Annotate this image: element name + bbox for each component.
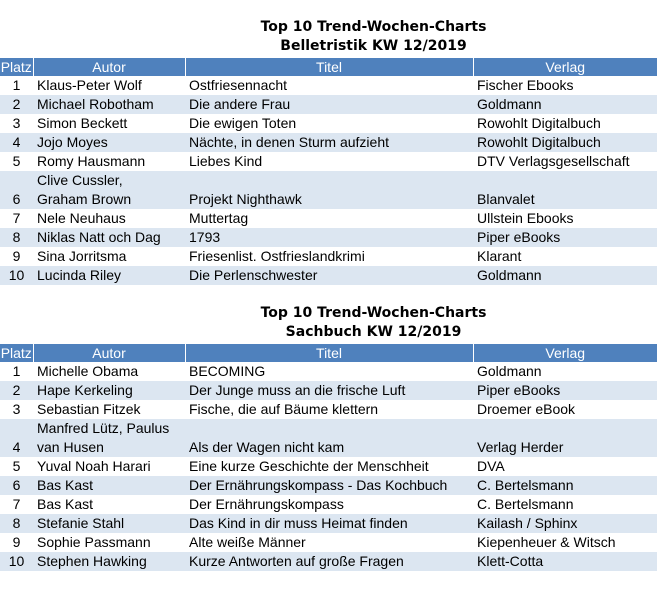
cell-verlag: C. Bertelsmann xyxy=(473,476,657,495)
title-line-1: Top 10 Trend-Wochen-Charts xyxy=(260,19,487,35)
cell-titel: Fische, die auf Bäume klettern xyxy=(189,401,379,417)
table-header-row xyxy=(0,344,657,362)
cell-titel: Das Kind in dir muss Heimat finden xyxy=(185,514,473,533)
table-row xyxy=(0,209,657,228)
header-autor: Autor xyxy=(33,344,185,362)
cell-verlag: Klarant xyxy=(477,248,522,264)
cell-platz: 5 xyxy=(12,458,21,474)
cell-platz: 8 xyxy=(0,228,33,247)
autor-line-1: Clive Cussler, xyxy=(37,172,123,188)
title-line-2: Belletristik KW 12/2019 xyxy=(280,38,467,54)
cell-titel: Projekt Nighthawk xyxy=(185,171,473,209)
cell-verlag: Blanvalet xyxy=(473,171,657,209)
autor-line-1: Manfred Lütz, Paulus xyxy=(37,420,170,436)
header-verlag: Verlag xyxy=(473,344,657,362)
cell-titel: Die andere Frau xyxy=(185,95,473,114)
title-line-2: Sachbuch KW 12/2019 xyxy=(285,324,462,340)
cell-verlag: Fischer Ebooks xyxy=(477,77,574,93)
table-row xyxy=(0,362,657,381)
cell-titel: Nächte, in denen Sturm aufzieht xyxy=(185,133,473,152)
table-row xyxy=(0,114,657,133)
cell-platz: 6 xyxy=(0,171,33,209)
cell-autor: Jojo Moyes xyxy=(33,133,185,152)
cell-platz: 4 xyxy=(0,419,33,457)
table-row xyxy=(0,133,657,152)
cell-verlag: DVA xyxy=(477,458,505,474)
cell-titel: Die ewigen Toten xyxy=(189,115,297,131)
cell-platz: 1 xyxy=(12,363,21,379)
belletristik-title xyxy=(0,18,657,56)
table-row xyxy=(0,400,657,419)
cell-titel: Ostfriesennacht xyxy=(189,77,288,93)
cell-autor: Stephen Hawking xyxy=(33,552,185,571)
cell-autor: Bas Kast xyxy=(33,476,185,495)
cell-platz: 9 xyxy=(12,534,21,550)
cell-autor: Lucinda Riley xyxy=(33,266,185,285)
cell-platz: 2 xyxy=(0,95,33,114)
cell-titel: Die Perlenschwester xyxy=(185,266,473,285)
cell-platz: 9 xyxy=(12,248,21,264)
cell-autor: Stefanie Stahl xyxy=(33,514,185,533)
cell-verlag: Goldmann xyxy=(473,266,657,285)
cell-verlag: Verlag Herder xyxy=(473,419,657,457)
cell-titel: Der Ernährungskompass xyxy=(189,496,344,512)
cell-autor: Michelle Obama xyxy=(37,363,139,379)
cell-autor: Michael Robotham xyxy=(33,95,185,114)
cell-verlag: Klett-Cotta xyxy=(473,552,657,571)
belletristik-table xyxy=(0,58,657,285)
table-row xyxy=(0,495,657,514)
cell-platz: 7 xyxy=(12,496,21,512)
cell-verlag: DTV Verlagsgesellschaft xyxy=(477,153,630,169)
cell-platz: 6 xyxy=(0,476,33,495)
autor-line-2: Graham Brown xyxy=(37,191,132,207)
cell-verlag: Goldmann xyxy=(473,95,657,114)
table-row xyxy=(0,266,657,285)
table-row xyxy=(0,76,657,95)
cell-titel: Der Junge muss an die frische Luft xyxy=(185,381,473,400)
header-verlag: Verlag xyxy=(473,58,657,76)
table-row xyxy=(0,95,657,114)
cell-titel: 1793 xyxy=(185,228,473,247)
table-row xyxy=(0,152,657,171)
sachbuch-section xyxy=(0,304,657,571)
cell-titel: Kurze Antworten auf große Fragen xyxy=(185,552,473,571)
header-platz: Platz xyxy=(0,345,32,361)
cell-titel: Der Ernährungskompass - Das Kochbuch xyxy=(185,476,473,495)
cell-verlag: Goldmann xyxy=(477,363,542,379)
table-row xyxy=(0,514,657,533)
cell-verlag: Piper eBooks xyxy=(473,381,657,400)
table-row xyxy=(0,476,657,495)
table-row xyxy=(0,533,657,552)
cell-verlag: Kailash / Sphinx xyxy=(473,514,657,533)
table-row xyxy=(0,247,657,266)
cell-titel: Muttertag xyxy=(189,210,249,226)
header-platz: Platz xyxy=(0,59,32,75)
cell-verlag: Piper eBooks xyxy=(473,228,657,247)
cell-verlag: Rowohlt Digitalbuch xyxy=(477,115,601,131)
cell-platz: 10 xyxy=(0,266,33,285)
header-titel: Titel xyxy=(185,344,473,362)
cell-autor: Sina Jorritsma xyxy=(37,248,127,264)
cell-platz: 1 xyxy=(12,77,21,93)
cell-autor: Yuval Noah Harari xyxy=(37,458,151,474)
belletristik-section xyxy=(0,18,657,285)
cell-autor xyxy=(33,419,185,457)
cell-titel: BECOMING xyxy=(189,363,266,379)
cell-verlag: Ullstein Ebooks xyxy=(477,210,574,226)
table-row xyxy=(0,457,657,476)
sachbuch-title xyxy=(0,304,657,342)
cell-platz: 3 xyxy=(12,115,21,131)
cell-platz: 5 xyxy=(12,153,21,169)
cell-autor: Sebastian Fitzek xyxy=(37,401,141,417)
table-row xyxy=(0,171,657,209)
cell-autor: Romy Hausmann xyxy=(37,153,146,169)
cell-verlag: Droemer eBook xyxy=(477,401,576,417)
cell-platz: 2 xyxy=(0,381,33,400)
header-titel: Titel xyxy=(185,58,473,76)
cell-autor: Klaus-Peter Wolf xyxy=(37,77,142,93)
cell-titel: Liebes Kind xyxy=(189,153,263,169)
cell-autor: Hape Kerkeling xyxy=(33,381,185,400)
autor-line-2: van Husen xyxy=(37,439,104,455)
cell-titel: Alte weiße Männer xyxy=(189,534,306,550)
table-row xyxy=(0,228,657,247)
cell-verlag: C. Bertelsmann xyxy=(477,496,574,512)
cell-autor: Sophie Passmann xyxy=(37,534,151,550)
table-row xyxy=(0,552,657,571)
table-row xyxy=(0,381,657,400)
cell-autor xyxy=(33,171,185,209)
cell-titel: Als der Wagen nicht kam xyxy=(185,419,473,457)
cell-autor: Niklas Natt och Dag xyxy=(33,228,185,247)
title-line-1: Top 10 Trend-Wochen-Charts xyxy=(260,305,487,321)
table-row xyxy=(0,419,657,457)
cell-platz: 7 xyxy=(12,210,21,226)
cell-platz: 4 xyxy=(0,133,33,152)
header-autor: Autor xyxy=(33,58,185,76)
sachbuch-table xyxy=(0,344,657,571)
table-header-row xyxy=(0,58,657,76)
cell-platz: 10 xyxy=(0,552,33,571)
cell-autor: Nele Neuhaus xyxy=(37,210,126,226)
cell-autor: Bas Kast xyxy=(37,496,94,512)
cell-verlag: Rowohlt Digitalbuch xyxy=(473,133,657,152)
cell-verlag: Kiepenheuer & Witsch xyxy=(477,534,616,550)
cell-titel: Eine kurze Geschichte der Menschheit xyxy=(189,458,429,474)
cell-titel: Friesenlist. Ostfrieslandkrimi xyxy=(189,248,365,264)
cell-platz: 8 xyxy=(0,514,33,533)
cell-platz: 3 xyxy=(12,401,21,417)
cell-autor: Simon Beckett xyxy=(37,115,128,131)
